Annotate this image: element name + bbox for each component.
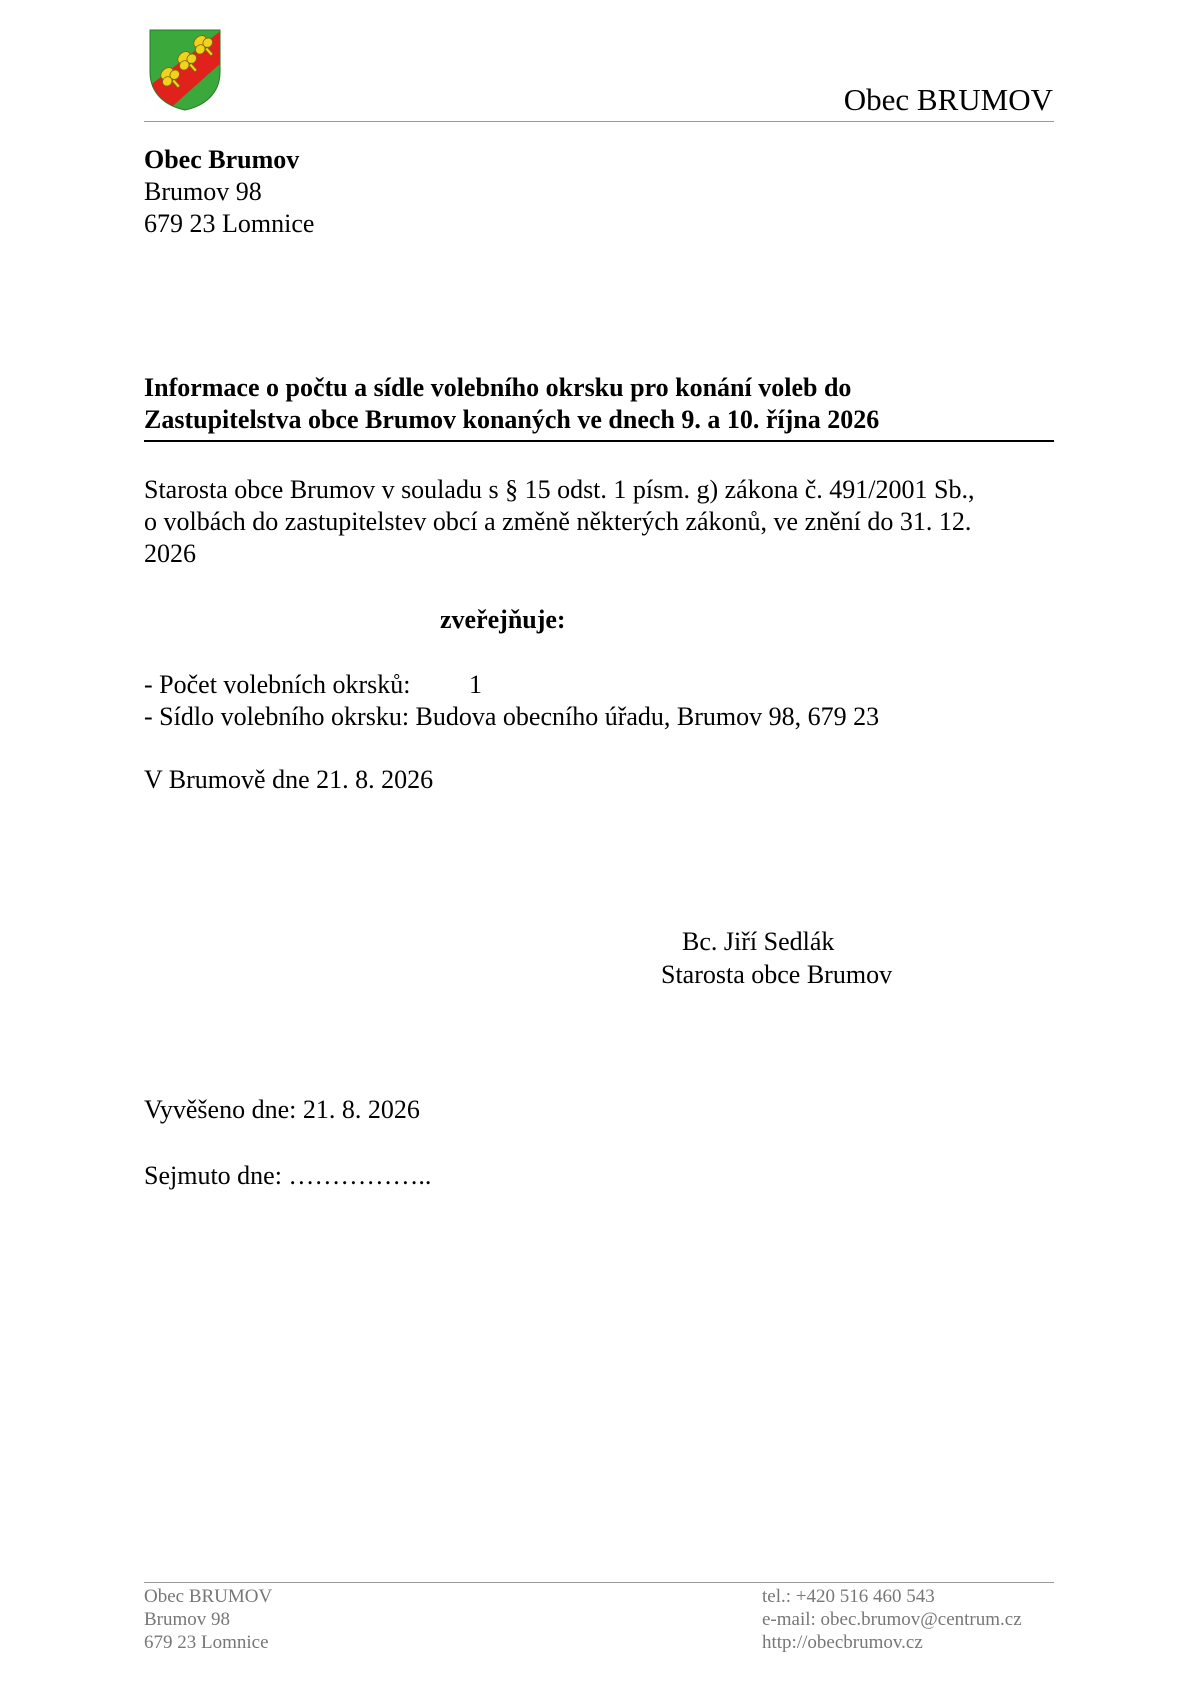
footer-divider bbox=[144, 1582, 1054, 1583]
intro-line-3: 2026 bbox=[144, 539, 196, 568]
footer-email: e-mail: obec.brumov@centrum.cz bbox=[762, 1609, 1022, 1630]
sender-name: Obec Brumov bbox=[144, 145, 300, 174]
posted-date: Vyvěšeno dne: 21. 8. 2026 bbox=[144, 1095, 420, 1124]
intro-paragraph bbox=[144, 474, 1064, 570]
district-count-label: - Počet volebních okrsků: bbox=[144, 670, 411, 699]
document-title bbox=[144, 372, 879, 436]
publishes-heading: zveřejňuje: bbox=[440, 605, 566, 634]
footer-contacts bbox=[762, 1585, 1022, 1654]
intro-line-2: o volbách do zastupitelstev obcí a změně některých zákonů, ve znění do 31. 12. bbox=[144, 507, 972, 536]
footer-city: 679 23 Lomnice bbox=[144, 1632, 269, 1653]
district-count-value: 1 bbox=[469, 670, 482, 699]
header-title: Obec BRUMOV bbox=[843, 82, 1053, 117]
sender-city: 679 23 Lomnice bbox=[144, 209, 315, 238]
footer-website: http://obecbrumov.cz bbox=[762, 1632, 923, 1653]
footer-org-name: Obec BRUMOV bbox=[144, 1586, 273, 1607]
info-list bbox=[144, 669, 879, 733]
intro-line-1: Starosta obce Brumov v souladu s § 15 odst. 1 písm. g) zákona č. 491/2001 Sb., bbox=[144, 475, 975, 504]
removed-date: Sejmuto dne: …………….. bbox=[144, 1161, 432, 1190]
header-divider bbox=[144, 121, 1054, 122]
list-item-district-seat bbox=[144, 701, 879, 733]
sender-address bbox=[144, 144, 314, 240]
title-underline bbox=[144, 440, 1054, 442]
coat-of-arms-icon bbox=[148, 28, 222, 112]
footer-street: Brumov 98 bbox=[144, 1609, 231, 1630]
list-item-district-count bbox=[144, 669, 879, 701]
place-and-date: V Brumově dne 21. 8. 2026 bbox=[144, 765, 434, 794]
footer-address bbox=[144, 1585, 272, 1654]
document-title-line-2: Zastupitelstva obce Brumov konaných ve dnech 9. a 10. října 2026 bbox=[144, 405, 880, 434]
signer-name: Bc. Jiří Sedlák bbox=[682, 927, 835, 956]
district-seat-label: - Sídlo volebního okrsku: Budova obecního úřadu, Brumov 98, 679 23 bbox=[144, 702, 880, 731]
document-title-line-1: Informace o počtu a sídle volebního okrsku pro konání voleb do bbox=[144, 373, 852, 402]
sender-street: Brumov 98 bbox=[144, 177, 262, 206]
footer-phone: tel.: +420 516 460 543 bbox=[762, 1586, 935, 1607]
signer-role: Starosta obce Brumov bbox=[661, 960, 893, 989]
